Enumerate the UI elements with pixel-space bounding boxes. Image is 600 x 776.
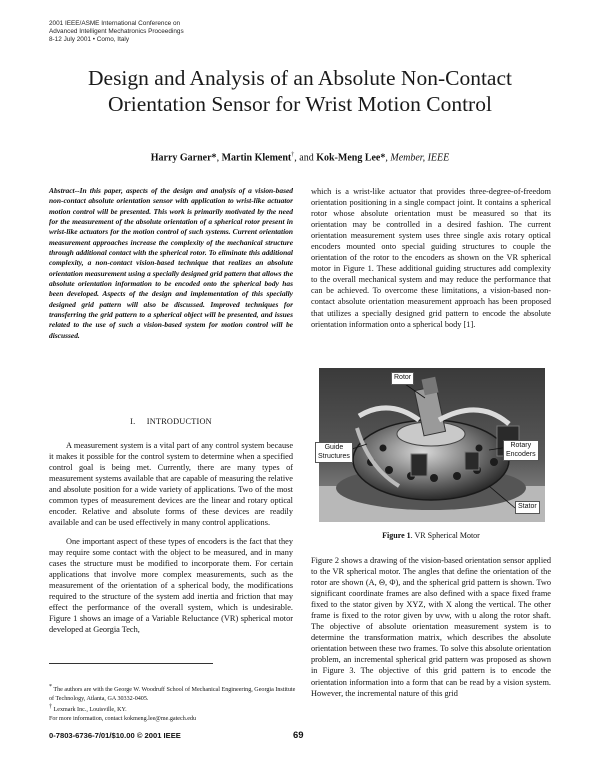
footnote-1-text: The authors are with the George W. Woodruff School of Mechanical Engineering, Georgia Institute of Technology, Atlanta, GA 30332-0405. [49,687,296,702]
right-paragraph-1: which is a wrist-like actuator that provides three-degree-of-freedom orientation positioning in a single compact joint. It contains a spherical rotor whose absolute orientation must be measured so that its orientation may be controlled in a desired fashion. The current orientation measurement system uses three single axis rotary optical encoders mounted onto special guiding structures to couple the orientation of the rotor to the encoders as shown on the VR spherical motor in Figure 1. These additional guiding structures add complexity to the overall mechanical system and may reduce the performance that can be achieved. To overcome these limitations, a vision-based non-contact absolute orientation measurement approach has been proposed that utilizes a specially designed grid pattern to encode the absolute orientation information onto a spherical body [1]. [311,187,551,329]
intro-paragraph-1: A measurement system is a vital part of any control system because it makes it possible for the control system to determine when a specified control goal is being met. Currently, there are many types of measurement systems available that are capable of measuring the relative and absolute position for a wide variety of applications. Two of the most common types of measurement devices are the linear and rotary optical encoder. Relative and absolute forms of these devices are readily available and can be used effectively in many control applications. [49,441,293,528]
callout-guide-structures [315,442,353,463]
author-3: Kok-Meng Lee* [316,152,386,164]
footnote-3: For more information, contact kokmeng.lee@me.gatech.edu [49,715,197,722]
abstract: Abstract--In this paper, aspects of the design and analysis of a vision-based non-contact absolute orientation sensor with application to wrist-like actuator motion control will be presented. This work is primarily motivated by the need for the measurement of the absolute orientation of a spherical rotor present in wrist-like actuators for the motion control of such systems. Current orientation measurement approaches increase the complexity of the mechanical structure through additional contact with the spherical rotor. To eliminate this additional complexity, a non-contact vision-based technique that realizes an absolute orientation measurement using a specially designed grid pattern that allows the absolute orientation information to be encoded onto the spherical body has been developed. Aspects of the design and implementation of this specially designed grid pattern will also be discussed. Improved techniques for transferring the grid pattern to a spherical object will be presented, and issues related to the use of such a vision-based system for motion control will be discussed. [49,186,293,340]
callout-stator: Stator [515,501,540,514]
callout-guide-line-2: Structures [318,452,350,460]
footnotes [49,683,299,723]
author-2: Martin Klement [221,152,292,164]
conference-line-1: 2001 IEEE/ASME International Conference on [49,20,181,27]
caption-label: Figure 1 [382,531,411,540]
title-line-2: Orientation Sensor for Wrist Motion Control [108,92,492,116]
callout-rotary-encoders [503,440,539,461]
footnote-1-mark: * [49,684,52,690]
section-title: INTRODUCTION [146,417,212,426]
right-paragraph-2: Figure 2 shows a drawing of the vision-based orientation sensor applied to the VR spherical motor. The angles that define the orientation of the rotor are shown (A, Θ, Φ), and the spherical grid pattern is shown. Two significant coordinate frames are also defined with a space fixed frame fixed to the stator given by XYZ, with X along the vertical. The other frame is fixed to the rotor given by uvw, with u along the rotor shaft. The objective of absolute orientation measurement system is to determine the transformation matrix, which describes the absolute orientation between these two frames. To solve this absolute orientation problem, an incremental spherical grid pattern was proposed as shown in Figure 3. The objective of this grid pattern is to encode the orientation information into a form that can be read by a vision system. However, the incremental nature of this grid [311,556,551,698]
callout-guide-line-1: Guide [324,444,344,451]
conference-line-2: Advanced Intelligent Mechatronics Proceedings [49,28,184,36]
author-3-title: , Member, IEEE [385,152,450,164]
author-list [30,152,570,163]
section-heading [49,417,293,426]
author-1: Harry Garner* [150,152,217,164]
footnote-1 [49,683,299,703]
author-and: , and [294,152,317,164]
footnote-2-mark: † [49,704,52,711]
author-2-mark: † [291,152,295,158]
author-separator: , [216,152,222,164]
page-number: 69 [293,730,304,741]
intro-paragraph-2: One important aspect of these types of encoders is the fact that they may require some contact with the object to be measured, and in many cases the structure must be modified to incorporate them. For certain applications that involve more complex measurements, such as the measurement of the orientation of a spherical body, the modifications required to the structure of the system add inertia and friction that may effect the performance of the overall system, which is undesirable. Figure 1 shows an image of a Variable Reluctance (VR) spherical motor developed at Georgia Tech, [49,537,293,635]
caption-text: . VR Spherical Motor [410,531,480,540]
footnote-2-text: Lexmark Inc., Louisville, KY. [52,707,127,714]
footnote-rule [49,663,213,664]
isbn-copyright: 0-7803-6736-7/01/$10.00 © 2001 IEEE [49,731,181,740]
section-number: I. [130,417,136,426]
figure-1 [319,368,545,522]
paper-title [30,65,570,117]
callout-rotor: Rotor [391,372,414,385]
title-line-1: Design and Analysis of an Absolute Non-Contact [88,66,512,90]
conference-line-3: 8-12 July 2001 • Como, Italy [49,36,130,44]
footnote-2 [49,703,299,715]
figure-caption [311,531,551,540]
conference-header [49,20,184,45]
callout-rotary-line-1: Rotary [510,442,532,449]
callout-rotary-line-2: Encoders [506,450,536,458]
